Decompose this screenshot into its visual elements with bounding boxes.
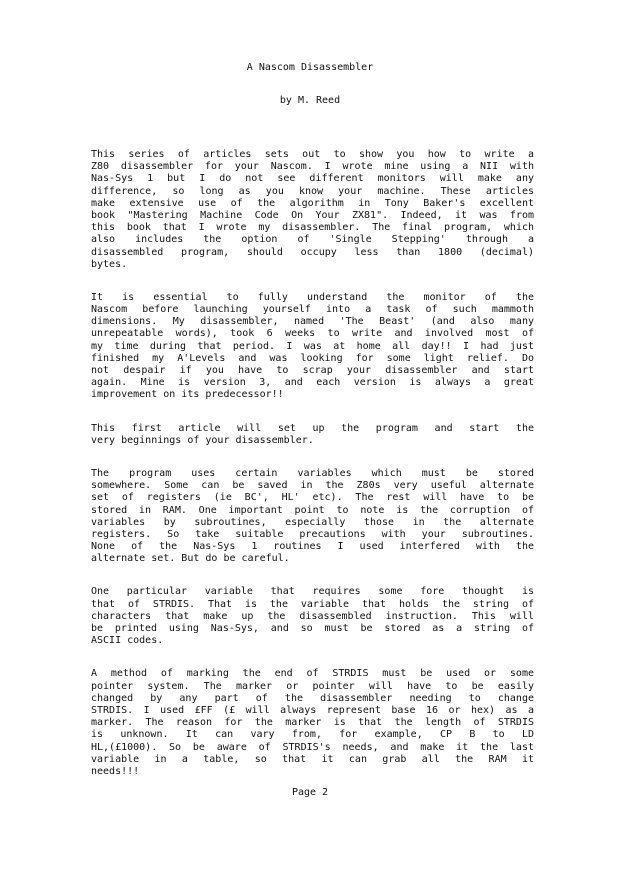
text-line: that of STRDIS. That is the variable that holds the string of	[91, 598, 534, 610]
text-line: STRDIS. I used £FF (£ will always represent base 16 or hex) as a	[91, 704, 534, 716]
text-line: set of registers (ie BC', HL' etc). The rest will have to be	[91, 492, 534, 504]
text-line: variables by subroutines, especially those in the alternate	[91, 516, 534, 528]
text-line: bytes.	[91, 258, 128, 270]
text-line: One particular variable that requires some fore thought is	[91, 586, 534, 598]
paragraph	[91, 292, 534, 402]
text-line: not despair if you have to scrap your disassembler and start	[91, 365, 534, 376]
paragraph	[91, 468, 534, 566]
paragraph	[91, 423, 534, 447]
paragraph	[91, 586, 534, 647]
paragraph	[91, 149, 534, 271]
text-line: be printed using Nas-Sys, and so must be stored as a string of	[91, 623, 534, 634]
text-line: The program uses certain variables which must be stored	[91, 467, 534, 479]
text-line: is unknown. It can vary from, for example, CP B to LD	[91, 729, 534, 741]
text-line: difference, so long as you know your machine. These articles	[91, 185, 534, 197]
text-line: disassembled program, should occupy less than 1800 (decimal)	[91, 246, 534, 258]
text-line: Nascom before launching yourself into a task of such mammoth	[91, 304, 534, 316]
text-line: A method of marking the end of STRDIS must be used or some	[91, 668, 534, 680]
text-line: HL,(£1000). So be aware of STRDIS's needs, and make it the last	[91, 741, 534, 753]
text-line: Nas-Sys 1 but I do not see different monitors will make any	[91, 173, 534, 185]
paragraph	[91, 668, 534, 778]
text-line: Z80 disassembler for your Nascom. I wrote mine using a NII with	[91, 161, 534, 173]
text-line: again. Mine is version 3, and each version is always a great	[91, 377, 534, 389]
text-line: This first article will set up the program and start the	[91, 422, 534, 434]
text-line: marker. The reason for the marker is that the length of STRDIS	[91, 717, 534, 729]
article-body	[91, 149, 534, 799]
text-line: also includes the option of 'Single Stepping' through a	[91, 234, 534, 246]
text-line: needs!!!	[91, 765, 140, 777]
text-line: None of the Nas-Sys 1 routines I used interfered with the	[91, 541, 534, 553]
text-line: book "Mastering Machine Code On Your ZX81". Indeed, it was from	[91, 209, 534, 221]
text-line: unrepeatable words), took 6 weeks to write and involved most of	[91, 328, 534, 340]
document-title: A Nascom Disassembler	[246, 62, 374, 73]
text-line: finished my A'Levels and was looking for some light relief. Do	[91, 352, 534, 364]
text-line: pointer system. The marker or pointer will have to be easily	[91, 680, 534, 692]
text-line: improvement on its predecessor!!	[91, 389, 284, 401]
author-byline: by M. Reed	[279, 95, 341, 106]
text-line: alternate set. But do be careful.	[91, 553, 290, 565]
text-line: characters that make up the disassembled instruction. This will	[91, 610, 534, 622]
text-line: dimensions. My disassembler, named 'The Beast' (and also many	[91, 316, 534, 328]
text-line: stored in RAM. One important point to note is the corruption of	[91, 504, 534, 516]
text-line: make extensive use of the algorithm in Tony Baker's excellent	[91, 197, 534, 209]
text-line: This series of articles sets out to show you how to write a	[91, 149, 534, 160]
text-line: registers. So take suitable precautions with your subroutines.	[91, 528, 534, 540]
text-line: my time during that period. I was at home all day!! I had just	[91, 340, 534, 352]
text-line: variable in a table, so that it can grab all the RAM it	[91, 753, 534, 765]
text-line: somewhere. Some can be saved in the Z80s very useful alternate	[91, 480, 534, 492]
text-line: ASCII codes.	[91, 635, 164, 647]
text-line: It is essential to fully understand the monitor of the	[91, 291, 534, 303]
text-line: very beginnings of your disassembler.	[91, 434, 314, 446]
page-number: Page 2	[291, 787, 329, 798]
text-line: changed by any part of the disassembler needing to change	[91, 692, 534, 704]
text-line: this book that I wrote my disassembler. The final program, which	[91, 222, 534, 234]
